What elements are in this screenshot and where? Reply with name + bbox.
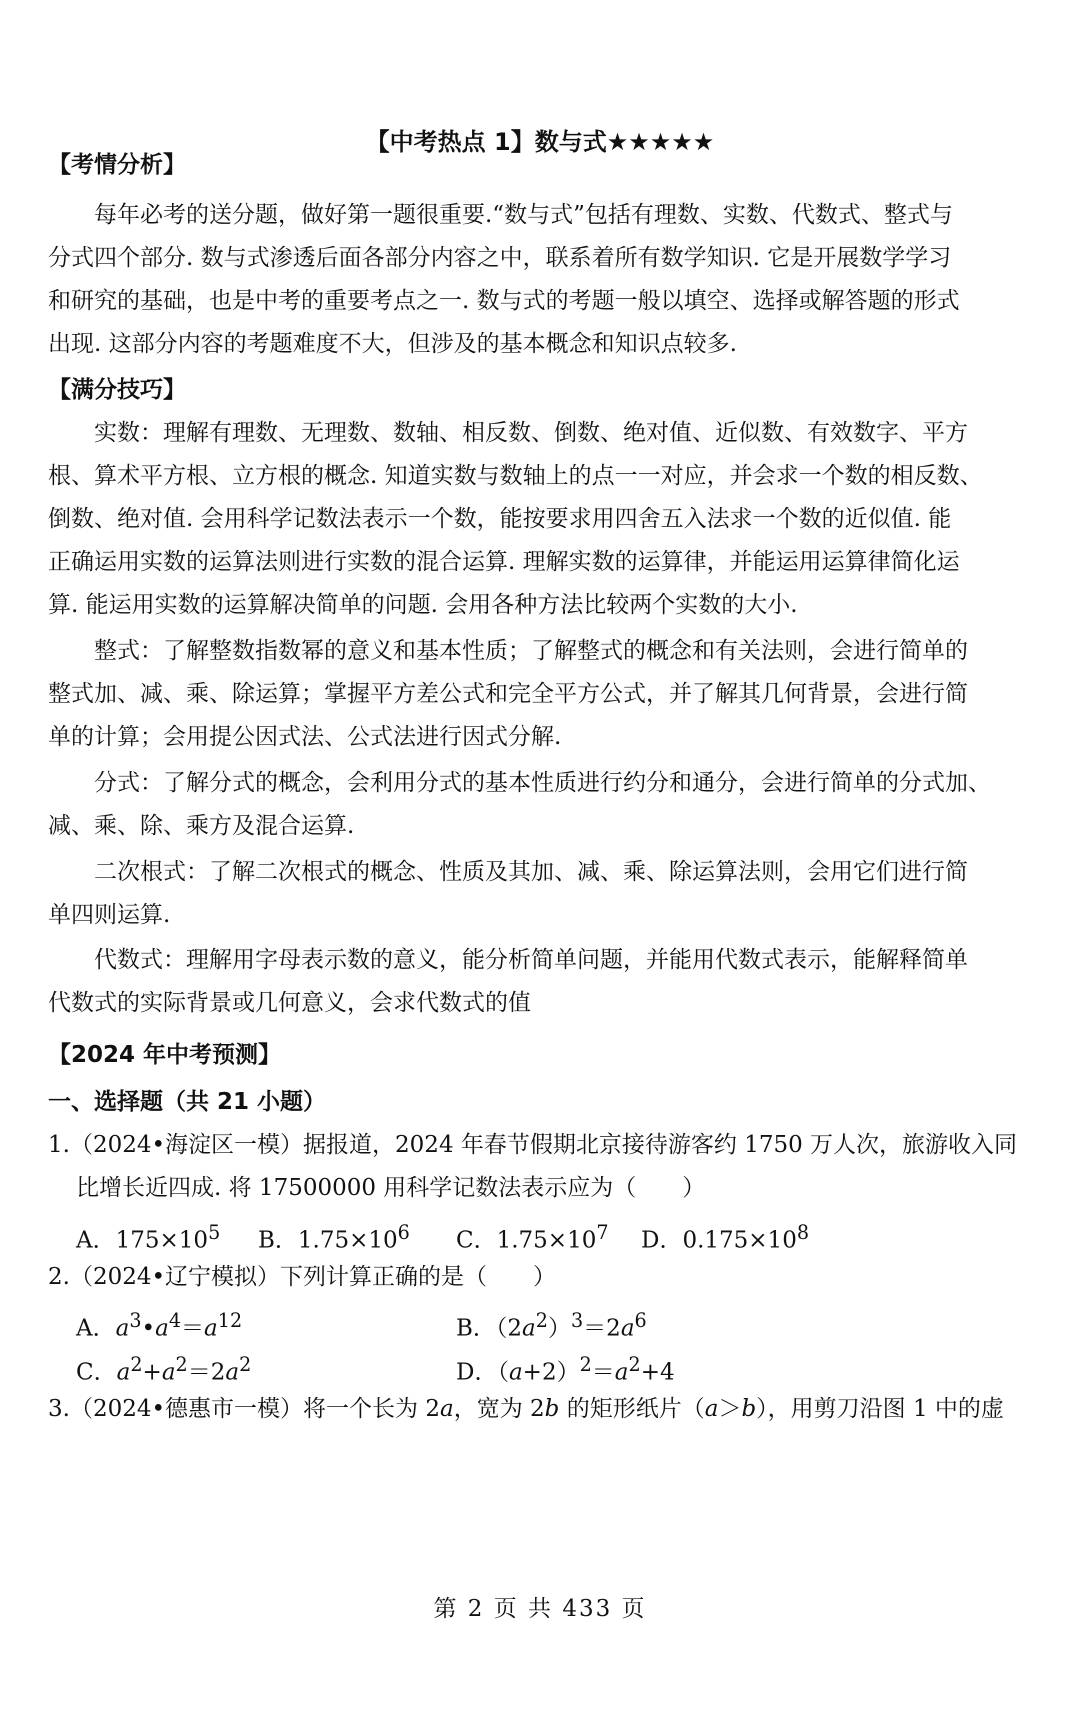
tips-line: 正确运用实数的运算法则进行实数的混合运算. 理解实数的运算律，并能运用运算律简化运 xyxy=(48,549,960,575)
tips-line: 单的计算；会用提公因式法、公式法进行因式分解. xyxy=(48,724,562,750)
tips-line: 整式加、减、乘、除运算；掌握平方差公式和完全平方公式，并了解其几何背景，会进行简 xyxy=(48,681,968,707)
tips-line: 减、乘、除、乘方及混合运算. xyxy=(48,813,355,839)
tips-line: 二次根式：了解二次根式的概念、性质及其加、减、乘、除运算法则，会用它们进行简 xyxy=(94,859,968,885)
analysis-line: 出现. 这部分内容的考题难度不大，但涉及的基本概念和知识点较多. xyxy=(48,331,737,357)
question-3-stem: 3.（2024•德惠市一模）将一个长为 2a，宽为 2b 的矩形纸片（a＞b），用剪刀沿图 1 中的虚 xyxy=(48,1396,1004,1422)
tips-line: 整式：了解整数指数幂的意义和基本性质；了解整式的概念和有关法则，会进行简单的 xyxy=(94,638,968,664)
tips-line: 实数：理解有理数、无理数、数轴、相反数、倒数、绝对值、近似数、有效数字、平方 xyxy=(94,420,968,446)
tips-line: 分式：了解分式的概念，会利用分式的基本性质进行约分和通分，会进行简单的分式加、 xyxy=(94,770,991,796)
tips-line: 单四则运算. xyxy=(48,902,171,928)
analysis-line: 每年必考的送分题，做好第一题很重要.“数与式”包括有理数、实数、代数式、整式与 xyxy=(94,202,953,228)
choice-heading: 一、选择题（共 21 小题） xyxy=(48,1089,327,1115)
question-2-option-b: B．$(2a^2)^3=2a^6$ xyxy=(456,1309,647,1342)
tips-line: 算. 能运用实数的运算解决简单的问题. 会用各种方法比较两个实数的大小. xyxy=(48,592,798,618)
question-2-option-d: D．$(a+2)^2=a^2+4$ xyxy=(456,1353,675,1386)
question-2-stem: 2.（2024•辽宁模拟）下列计算正确的是（ ） xyxy=(48,1264,557,1290)
question-1-option-b: B．$1.75\times 10^6$ xyxy=(258,1221,410,1254)
question-2-option-a: A．$a^3•a^4=a^{12}$ xyxy=(76,1309,243,1342)
tips-line: 倒数、绝对值. 会用科学记数法表示一个数，能按要求用四舍五入法求一个数的近似值. 能 xyxy=(48,506,952,532)
analysis-line: 和研究的基础，也是中考的重要考点之一. 数与式的考题一般以填空、选择或解答题的形式 xyxy=(48,288,960,314)
tips-line: 代数式：理解用字母表示数的意义，能分析简单问题，并能用代数式表示，能解释简单 xyxy=(94,947,968,973)
tips-line: 根、算术平方根、立方根的概念. 知道实数与数轴上的点一一对应，并会求一个数的相反数、 xyxy=(48,463,983,489)
analysis-heading: 【考情分析】 xyxy=(48,152,186,178)
page-footer: 第 2 页 共 433 页 xyxy=(433,1596,647,1622)
question-1-option-a: A．$175\times 10^5$ xyxy=(76,1221,221,1254)
question-1-stem: 1.（2024•海淀区一模）据报道，2024 年春节假期北京接待游客约 1750 万人次，旅游收入同 xyxy=(48,1132,1018,1158)
question-1-stem-cont: 比增长近四成. 将 17500000 用科学记数法表示应为（ ） xyxy=(76,1175,706,1201)
page-title: 【中考热点 1】数与式★★★★★ xyxy=(365,128,715,156)
question-2-option-c: C．$a^2+a^2=2a^2$ xyxy=(76,1353,252,1386)
question-1-option-d: D．$0.175\times 10^8$ xyxy=(641,1221,810,1254)
question-1-option-c: C．$1.75\times 10^7$ xyxy=(456,1221,609,1254)
analysis-line: 分式四个部分. 数与式渗透后面各部分内容之中，联系着所有数学知识. 它是开展数学学习 xyxy=(48,245,952,271)
tips-heading: 【满分技巧】 xyxy=(48,377,186,403)
prediction-heading: 【2024 年中考预测】 xyxy=(48,1042,282,1068)
tips-line: 代数式的实际背景或几何意义，会求代数式的值 xyxy=(48,990,531,1016)
